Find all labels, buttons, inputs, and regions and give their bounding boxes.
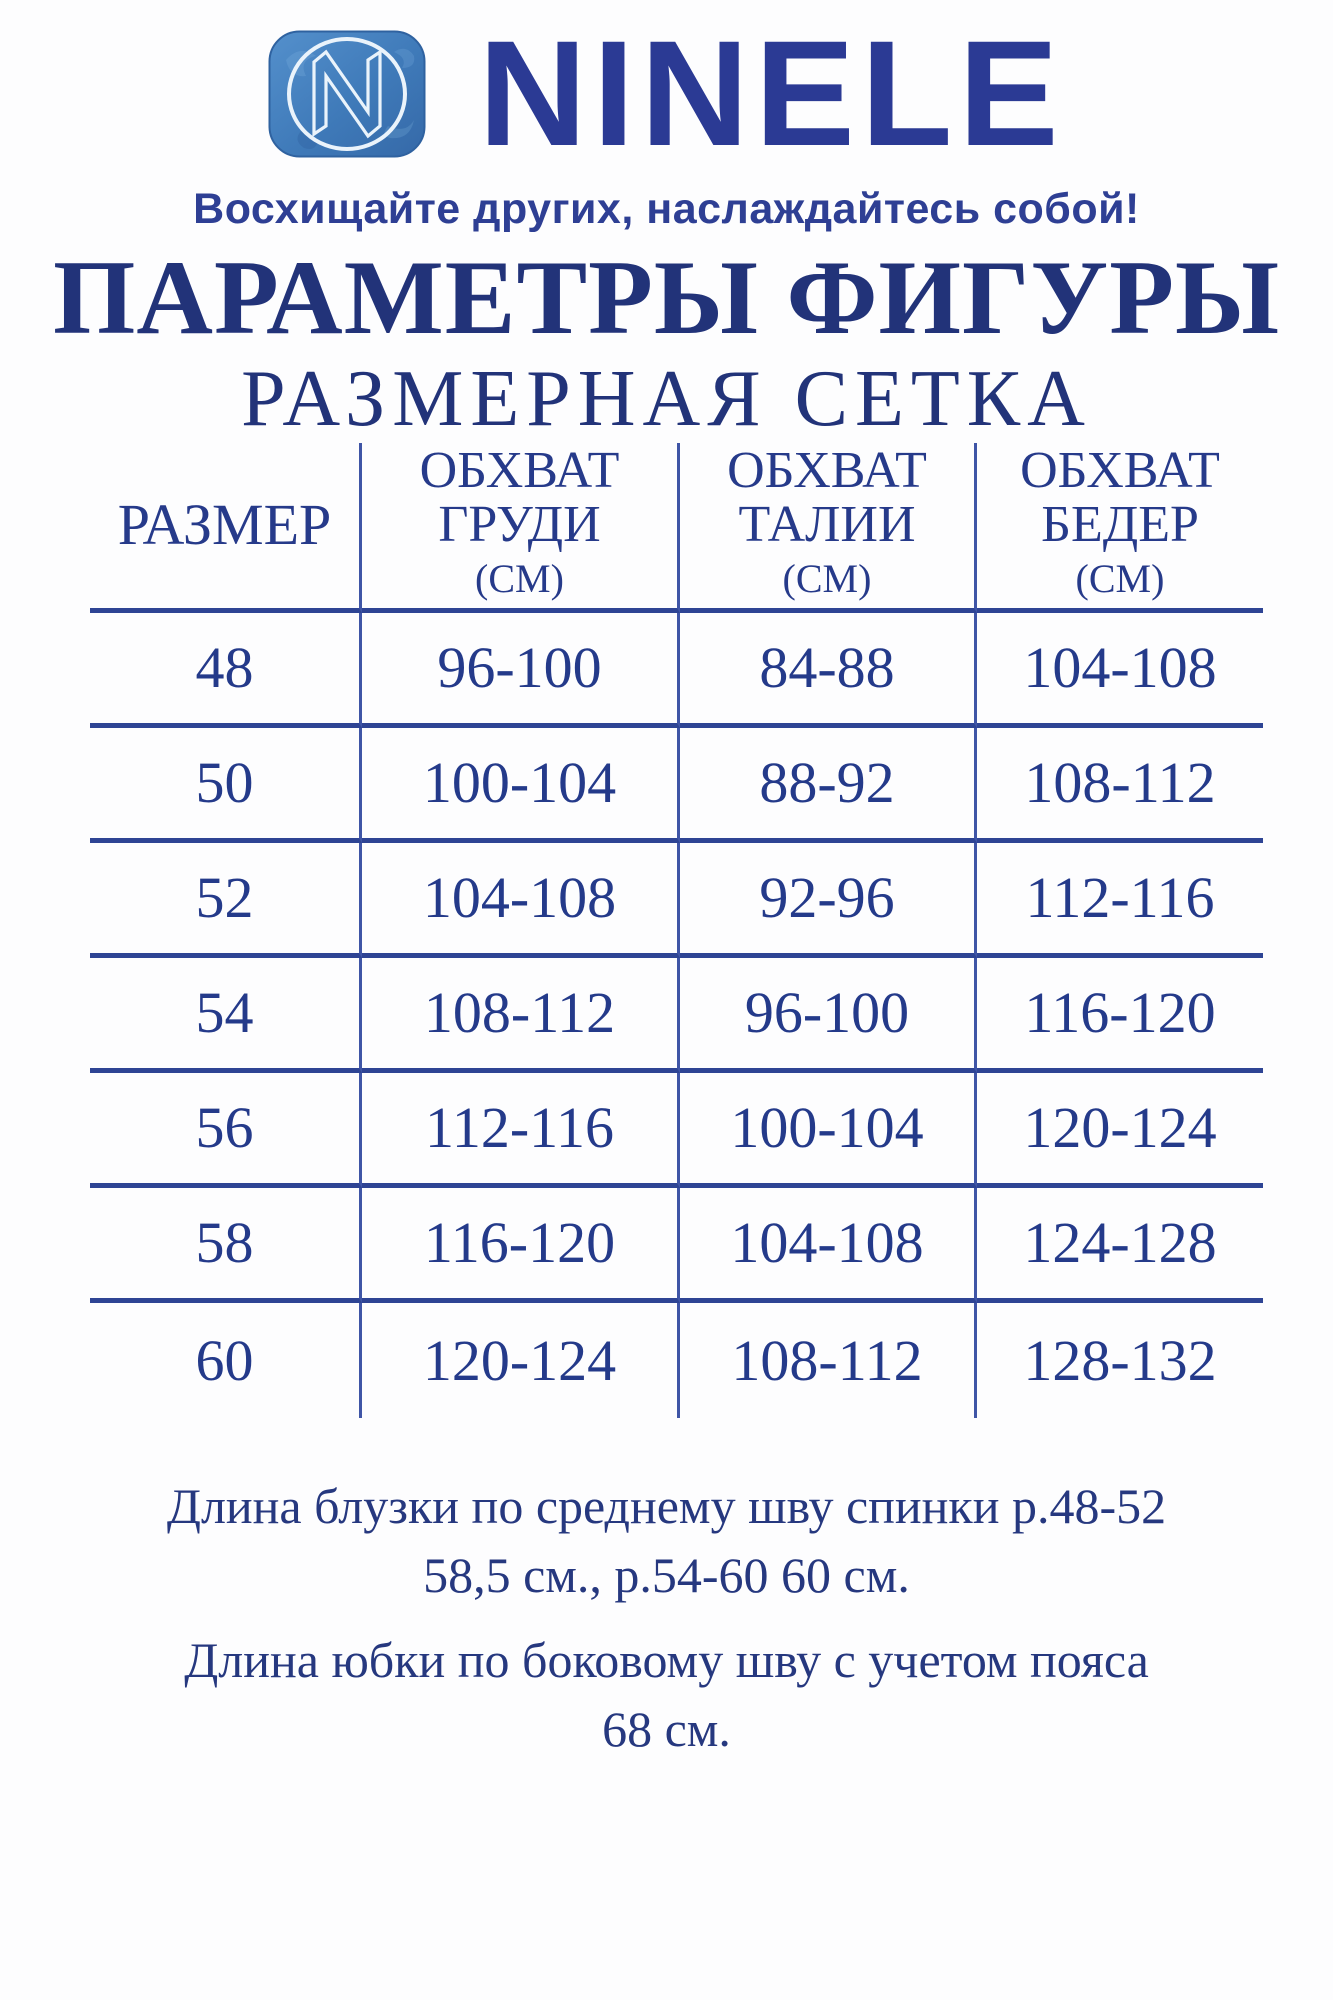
size-cell: 58 xyxy=(90,1188,362,1303)
size-table xyxy=(90,443,1263,1418)
hips-cell: 120-124 xyxy=(977,1073,1263,1188)
column-header-label: РАЗМЕР xyxy=(117,492,332,558)
hips-cell: 108-112 xyxy=(977,728,1263,843)
column-header-waist xyxy=(680,443,977,613)
bust-cell: 96-100 xyxy=(362,613,680,728)
size-cell: 56 xyxy=(90,1073,362,1188)
waist-cell: 96-100 xyxy=(680,958,977,1073)
size-cell: 54 xyxy=(90,958,362,1073)
column-header-unit: (СМ) xyxy=(1075,555,1165,601)
column-header-label: ОБХВАТ xyxy=(419,441,620,499)
note-line: Длина блузки по среднему шву спинки р.48-52 xyxy=(166,1477,1167,1534)
waist-cell: 84-88 xyxy=(680,613,977,728)
hips-cell: 104-108 xyxy=(977,613,1263,728)
notes-section xyxy=(0,1472,1333,1764)
bust-cell: 108-112 xyxy=(362,958,680,1073)
hips-cell: 128-132 xyxy=(1023,1327,1217,1393)
size-cell: 50 xyxy=(90,728,362,843)
column-header-bust xyxy=(362,443,680,613)
hips-cell: 112-116 xyxy=(977,843,1263,958)
hips-cell: 124-128 xyxy=(977,1188,1263,1303)
column-header-label: ОБХВАТ xyxy=(1020,441,1220,499)
waist-cell: 88-92 xyxy=(680,728,977,843)
bust-cell: 116-120 xyxy=(362,1188,680,1303)
column-header-label: ОБХВАТ xyxy=(727,441,927,499)
column-header-label: БЕДЕР xyxy=(1041,495,1199,553)
waist-cell: 92-96 xyxy=(680,843,977,958)
brand-wordmark: NINELE xyxy=(478,9,1065,177)
waist-cell: 108-112 xyxy=(680,1303,977,1418)
bust-cell: 112-116 xyxy=(362,1073,680,1188)
column-header-label: ТАЛИИ xyxy=(738,495,916,553)
size-cell: 48 xyxy=(90,613,362,728)
bust-cell: 120-124 xyxy=(362,1303,680,1418)
brand-tagline: Восхищайте других, наслаждайтесь собой! xyxy=(193,185,1140,233)
column-header-unit: (СМ) xyxy=(782,555,872,601)
brand-row xyxy=(268,9,1065,177)
brand-header xyxy=(0,9,1333,234)
note-skirt-length xyxy=(0,1626,1333,1764)
note-blouse-length xyxy=(0,1472,1333,1610)
column-header-label: ГРУДИ xyxy=(438,495,601,553)
bust-cell: 104-108 xyxy=(362,843,680,958)
bust-cell: 100-104 xyxy=(362,728,680,843)
size-cell: 52 xyxy=(90,843,362,958)
column-header-unit: (СМ) xyxy=(475,555,564,601)
hips-cell: 116-120 xyxy=(977,958,1263,1073)
waist-cell: 104-108 xyxy=(680,1188,977,1303)
ninele-logo-icon xyxy=(268,30,426,158)
page-subtitle: РАЗМЕРНАЯ СЕТКА xyxy=(241,354,1092,443)
size-cell: 60 xyxy=(90,1303,362,1418)
note-line: 58,5 см., р.54-60 60 см. xyxy=(423,1546,910,1603)
note-line: 68 см. xyxy=(602,1700,731,1757)
page-title: ПАРАМЕТРЫ ФИГУРЫ xyxy=(52,239,1281,356)
column-header-hips xyxy=(977,443,1263,613)
column-header-size xyxy=(90,443,362,613)
note-line: Длина юбки по боковому шву с учетом пояса xyxy=(184,1631,1149,1688)
waist-cell: 100-104 xyxy=(680,1073,977,1188)
